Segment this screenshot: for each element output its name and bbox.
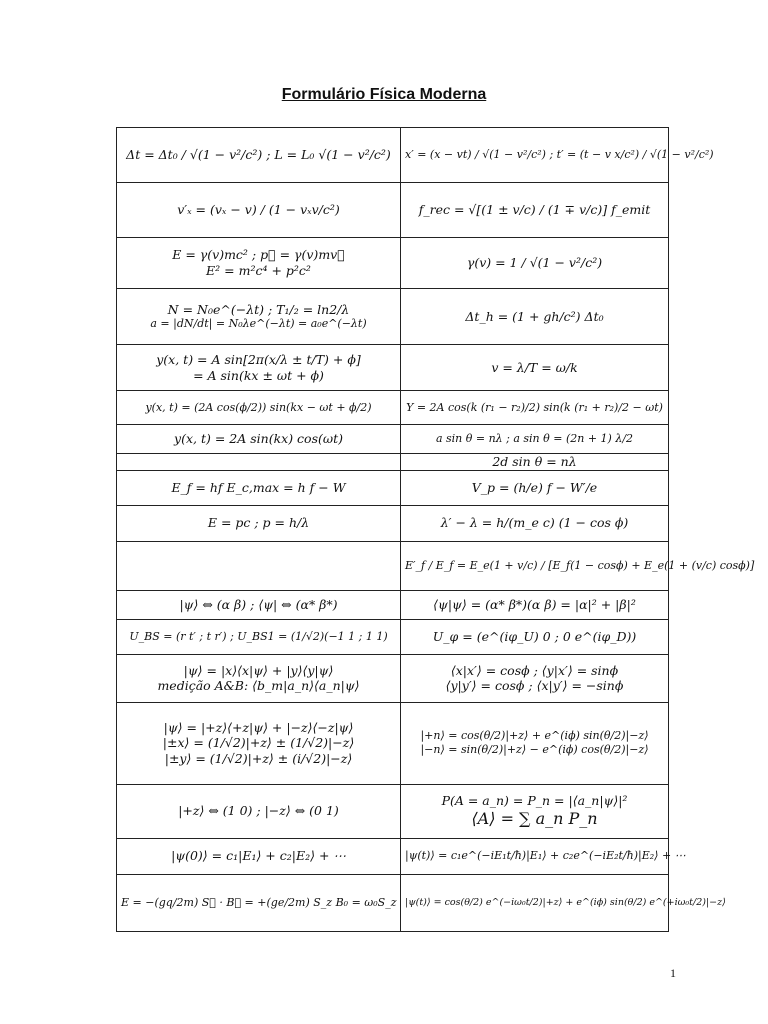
formula-cell-left <box>117 391 401 425</box>
formula-line: U_φ = (e^(iφ_U) 0 ; 0 e^(iφ_D)) <box>432 628 637 644</box>
formula-line: |ψ(0)⟩ = c₁|E₁⟩ + c₂|E₂⟩ + ⋯ <box>171 848 346 864</box>
formula-cell-right <box>401 784 669 838</box>
formula-line: |ψ⟩ = |+z⟩⟨+z|ψ⟩ + |−z⟩⟨−z|ψ⟩ <box>163 719 354 735</box>
formula-cell-left <box>117 654 401 702</box>
formula-cell-right <box>401 183 669 238</box>
table-row <box>117 454 669 471</box>
formula-line: Δt_h = (1 + gh/c²) Δt₀ <box>465 308 604 324</box>
formula-table <box>116 127 755 932</box>
formula-line: |ψ(t)⟩ = c₁e^(−iE₁t/ħ)|E₁⟩ + c₂e^(−iE₂t/ħ)|E₂⟩ + ⋯ <box>405 849 686 863</box>
formula-line: E = −(gq/2m) S⃗ · B⃗ = +(ge/2m) S_z B₀ = ω₀S_z <box>121 895 397 909</box>
formula-line: y(x, t) = 2A sin(kx) cos(ωt) <box>174 431 343 447</box>
table-row <box>117 238 669 289</box>
formula-cell-left <box>117 454 401 471</box>
table-row <box>117 874 669 931</box>
formula-line: v = λ/T = ω/k <box>491 359 578 375</box>
formula-line: N = N₀e^(−λt) ; T₁/₂ = ln2/λ <box>167 301 350 317</box>
formula-line: λ′ − λ = h/(m_e c) (1 − cos ϕ) <box>440 515 629 531</box>
formula-cell-right <box>401 702 669 784</box>
table-row <box>117 345 669 391</box>
formula-line: a = |dN/dt| = N₀λe^(−λt) = a₀e^(−λt) <box>150 317 367 331</box>
formula-line: E′_f / E_f = E_e(1 + v/c) / [E_f(1 − cosϕ) + E_e(1 + (v/c) cosϕ)] <box>405 558 755 572</box>
formula-line: E_f = hf E_c,max = h f − W <box>171 479 346 495</box>
formula-line: |−n⟩ = sin(θ/2)|+z⟩ − e^(iϕ) cos(θ/2)|−z⟩ <box>420 743 649 757</box>
formula-cell-right <box>401 391 669 425</box>
formula-line: E = γ(v)mc² ; p⃗ = γ(v)mv⃗ <box>172 247 345 263</box>
formula-cell-left <box>117 702 401 784</box>
formula-line: |ψ⟩ = |x⟩⟨x|ψ⟩ + |y⟩⟨y|ψ⟩ <box>183 662 334 678</box>
formula-line: V_p = (h/e) f − W′/e <box>471 479 598 495</box>
page-number: 1 <box>670 966 676 980</box>
formula-line: |±x⟩ = (1/√2)|+z⟩ ± (1/√2)|−z⟩ <box>162 735 355 751</box>
table-row <box>117 183 669 238</box>
formula-line: 2d sin θ = nλ <box>492 454 577 469</box>
formula-cell-right <box>401 505 669 541</box>
table-row <box>117 505 669 541</box>
formula-cell-left <box>117 874 401 931</box>
table-row <box>117 619 669 654</box>
formula-line: ⟨A⟩ = ∑ a_n P_n <box>471 808 598 828</box>
formula-line: ⟨y|y′⟩ = cosϕ ; ⟨x|y′⟩ = −sinϕ <box>445 678 624 694</box>
formula-line: P(A = a_n) = P_n = |⟨a_n|ψ⟩|² <box>441 793 628 809</box>
formula-line: x′ = (x − vt) / √(1 − v²/c²) ; t′ = (t − v x/c²) / √(1 − v²/c²) <box>405 148 714 162</box>
formula-cell-left <box>117 183 401 238</box>
formula-line: Y = 2A cos(k (r₁ − r₂)/2) sin(k (r₁ + r₂)/2 − ωt) <box>406 400 663 414</box>
table-row <box>117 391 669 425</box>
formula-cell-right <box>401 345 669 391</box>
formula-line: ⟨ψ|ψ⟩ = (α* β*)(α β) = |α|² + |β|² <box>433 596 636 612</box>
formula-cell-left <box>117 838 401 874</box>
formula-line: |ψ⟩ ⇔ (α β) ; ⟨ψ| ⇔ (α* β*) <box>179 596 338 612</box>
formula-cell-right <box>401 541 755 590</box>
formula-cell-right <box>401 289 669 345</box>
formula-line: U_BS = (r t′ ; t r′) ; U_BS1 = (1/√2)(−1 1 ; 1 1) <box>129 629 388 643</box>
table-row <box>117 289 669 345</box>
table-row <box>117 425 669 454</box>
formula-cell-left <box>117 784 401 838</box>
formula-line: E² = m²c⁴ + p²c² <box>206 263 311 278</box>
formula-line: y(x, t) = A sin[2π(x/λ ± t/T) + ϕ] <box>156 351 361 367</box>
formula-line: v′ₓ = (vₓ − v) / (1 − vₓv/c²) <box>177 202 340 218</box>
formula-cell-right <box>401 874 726 931</box>
formula-cell-left <box>117 541 401 590</box>
table-row <box>117 702 669 784</box>
table-row <box>117 470 669 505</box>
formula-cell-left <box>117 128 401 183</box>
formula-line: f_rec = √[(1 ± v/c) / (1 ∓ v/c)] f_emit <box>418 202 651 218</box>
formula-cell-right <box>401 238 669 289</box>
formula-cell-left <box>117 238 401 289</box>
formula-cell-left <box>117 505 401 541</box>
formula-cell-left <box>117 345 401 391</box>
formula-line: = A sin(kx ± ωt + ϕ) <box>193 367 324 383</box>
formula-cell-left <box>117 619 401 654</box>
formula-cell-right <box>401 654 669 702</box>
table-row <box>117 838 669 874</box>
formula-cell-right <box>401 590 669 619</box>
formula-line: Δt = Δt₀ / √(1 − v²/c²) ; L = L₀ √(1 − v²/c²) <box>126 147 391 163</box>
table-row <box>117 128 669 183</box>
table-row <box>117 541 669 590</box>
formula-line: |±y⟩ = (1/√2)|+z⟩ ± (i/√2)|−z⟩ <box>164 750 353 766</box>
formula-line: |ψ(t)⟩ = cos(θ/2) e^(−iω₀t/2)|+z⟩ + e^(iϕ) sin(θ/2) e^(+iω₀t/2)|−z⟩ <box>405 896 726 908</box>
formula-line: y(x, t) = (2A cos(ϕ/2)) sin(kx − ωt + ϕ/2) <box>145 400 372 414</box>
table-row <box>117 654 669 702</box>
formula-cell-left <box>117 289 401 345</box>
formula-line: ⟨x|x′⟩ = cosϕ ; ⟨y|x′⟩ = sinϕ <box>450 662 619 678</box>
formula-cell-right <box>401 838 686 874</box>
formula-cell-left <box>117 425 401 454</box>
formula-cell-right <box>401 619 669 654</box>
formula-cell-right <box>401 128 714 183</box>
formula-line: E = pc ; p = h/λ <box>207 515 310 531</box>
formula-line: γ(v) = 1 / √(1 − v²/c²) <box>466 255 603 271</box>
formula-line: |+z⟩ ⇔ (1 0) ; |−z⟩ ⇔ (0 1) <box>178 803 339 819</box>
page-title: Formulário Física Moderna <box>281 86 487 103</box>
table-row <box>117 590 669 619</box>
formula-cell-right <box>401 425 669 454</box>
formula-cell-right <box>401 454 669 471</box>
formula-line: medição A&B: ⟨b_m|a_n⟩⟨a_n|ψ⟩ <box>157 678 360 694</box>
formula-cell-left <box>117 470 401 505</box>
formula-cell-right <box>401 470 669 505</box>
table-row <box>117 784 669 838</box>
formula-cell-left <box>117 590 401 619</box>
formula-line: |+n⟩ = cos(θ/2)|+z⟩ + e^(iϕ) sin(θ/2)|−z⟩ <box>420 729 649 743</box>
formula-line: a sin θ = nλ ; a sin θ = (2n + 1) λ/2 <box>435 432 634 446</box>
